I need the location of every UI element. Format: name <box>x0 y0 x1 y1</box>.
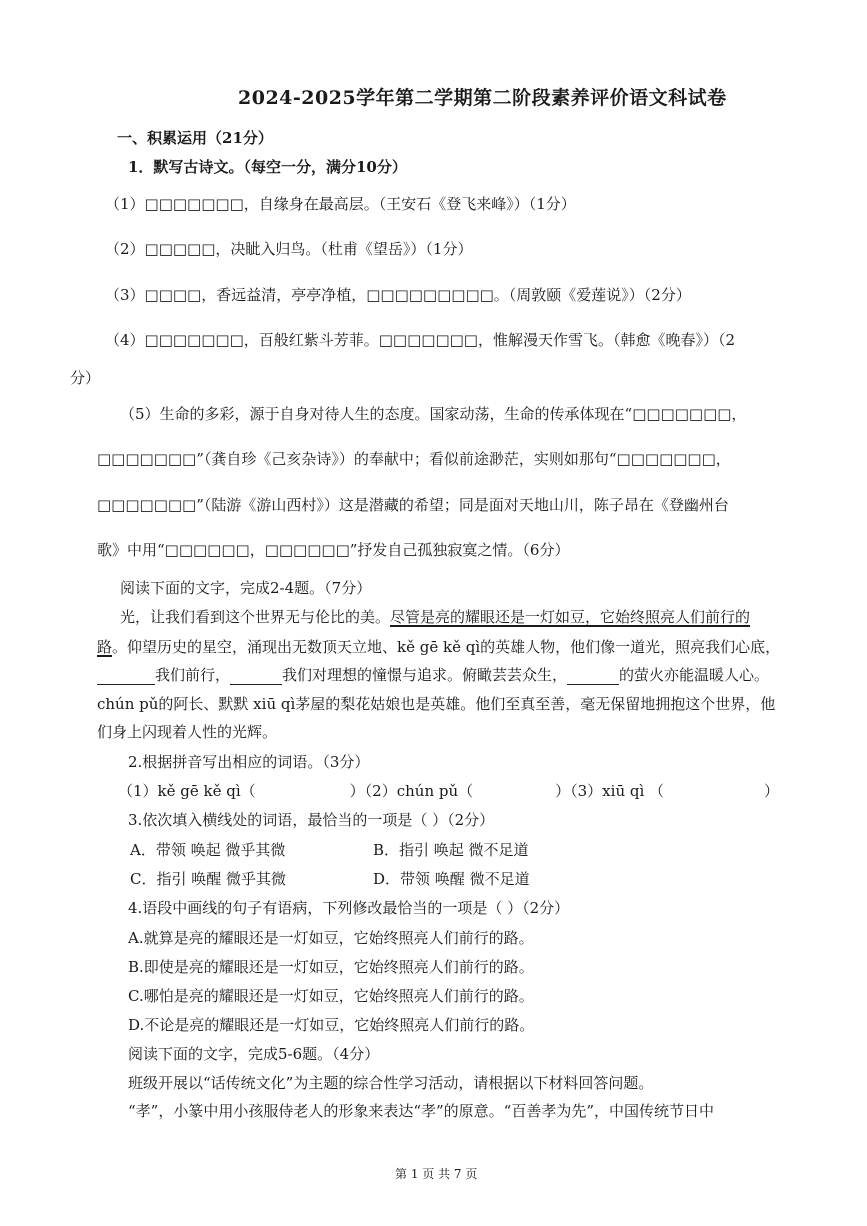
q4-option-b: B.即使是亮的耀眼还是一灯如豆，它始终照亮人们前行的路。 <box>128 958 534 976</box>
q3-option-c: C．指引 唤醒 微乎其微 <box>130 870 287 888</box>
passage-text: 我们前行， <box>155 666 231 684</box>
passage-line-1 <box>120 607 750 627</box>
q1-line-5b: □□□□□□□”（龚自珍《己亥杂诗》）的奉献中；看似前途渺茫，实则如那句“□□□□□□□， <box>97 450 731 468</box>
q1-line-5d: 歌》中用“□□□□□□，□□□□□□”抒发自己孤独寂寞之情。（6分） <box>97 541 570 559</box>
q1-line-5c: □□□□□□□”（陆游《游山西村》）这是潜藏的希望；同是面对天地山川，陈子昂在《登幽州台 <box>97 496 729 514</box>
q2-item-2: ）（2）chún pǔ（ <box>349 782 474 800</box>
q2-item-1: （1）kě gē kě qì（ <box>118 782 256 800</box>
passage-line-4: chún pǔ的阿长、默默 xiū qì茅屋的梨花姑娘也是英雄。他们至真至善，毫无保留地拥抱这个世界，他 <box>97 695 776 713</box>
q2-close: ） <box>764 782 780 800</box>
q1-line-3: （3）□□□□，香远益清，亭亭净植，□□□□□□□□□。（周敦颐《爱莲说》）（2分） <box>105 286 691 304</box>
q4-option-d: D.不论是亮的耀眼还是一灯如豆，它始终照亮人们前行的路。 <box>128 1016 535 1034</box>
reading-2-line-1: 班级开展以“话传统文化”为主题的综合性学习活动，请根据以下材料回答问题。 <box>128 1074 654 1092</box>
passage-line-5: 们身上闪现着人性的光辉。 <box>97 723 278 741</box>
underlined-sentence: 尽管是亮的耀眼还是一灯如豆，它始终照亮人们前行的 <box>390 608 751 626</box>
q1-line-2: （2）□□□□□，决眦入归鸟。（杜甫《望岳》）（1分） <box>105 240 473 258</box>
reading-2-heading: 阅读下面的文字，完成5-6题。（4分） <box>128 1045 380 1063</box>
fill-blank-1 <box>97 668 155 685</box>
q3-option-a: A．带领 唤起 微乎其微 <box>130 841 286 859</box>
q3-option-b: B．指引 唤起 微不足道 <box>373 841 529 859</box>
q1-line-4-wrap: 分） <box>70 369 101 387</box>
fill-blank-3 <box>567 668 619 685</box>
section-heading: 一、积累运用（21分） <box>117 129 273 147</box>
passage-line-3 <box>97 665 769 685</box>
passage-line-2 <box>97 637 780 657</box>
reading-1-heading: 阅读下面的文字，完成2-4题。（7分） <box>120 579 372 597</box>
passage-text: 光，让我们看到这个世界无与伦比的美。 <box>120 608 391 626</box>
passage-text: 的萤火亦能温暖人心。 <box>619 666 770 684</box>
underlined-sentence-end: 路 <box>97 638 113 656</box>
question-3: 3.依次填入横线处的词语，最恰当的一项是（ ）（2分） <box>128 811 495 829</box>
question-1-title: 1．默写古诗文。（每空一分，满分10分） <box>128 158 407 176</box>
q1-line-4: （4）□□□□□□□，百般红紫斗芳菲。□□□□□□□，惟解漫天作雪飞。（韩愈《晚春》）（2 <box>105 331 736 349</box>
question-4: 4.语段中画线的句子有语病，下列修改最恰当的一项是（ ）（2分） <box>128 899 570 917</box>
question-2: 2.根据拼音写出相应的词语。（3分） <box>128 753 370 771</box>
exam-title: 2024-2025学年第二学期第二阶段素养评价语文科试卷 <box>238 87 727 109</box>
q2-item-3: ）（3）xiū qì （ <box>555 782 665 800</box>
q1-line-1: （1）□□□□□□□，自缘身在最高层。（王安石《登飞来峰》）（1分） <box>105 195 576 213</box>
passage-text: 我们对理想的憧憬与追求。俯瞰芸芸众生， <box>282 666 568 684</box>
question-2-items <box>118 781 779 801</box>
fill-blank-2 <box>230 668 282 685</box>
q1-line-5a: （5）生命的多彩，源于自身对待人生的态度。国家动荡，生命的传承体现在“□□□□□□□， <box>120 405 747 423</box>
reading-2-line-2: “孝”，小篆中用小孩服侍老人的形象来表达“孝”的原意。“百善孝为先”，中国传统节日中 <box>128 1102 715 1120</box>
page-number: 第 1 页 共 7 页 <box>395 1167 478 1181</box>
passage-text: 。仰望历史的星空，涌现出无数顶天立地、kě gē kě qì的英雄人物，他们像一道光，照亮我们心底， <box>112 638 781 656</box>
q4-option-c: C.哪怕是亮的耀眼还是一灯如豆，它始终照亮人们前行的路。 <box>128 987 534 1005</box>
q4-option-a: A.就算是亮的耀眼还是一灯如豆，它始终照亮人们前行的路。 <box>128 929 534 947</box>
q3-option-d: D．带领 唤醒 微不足道 <box>373 870 530 888</box>
